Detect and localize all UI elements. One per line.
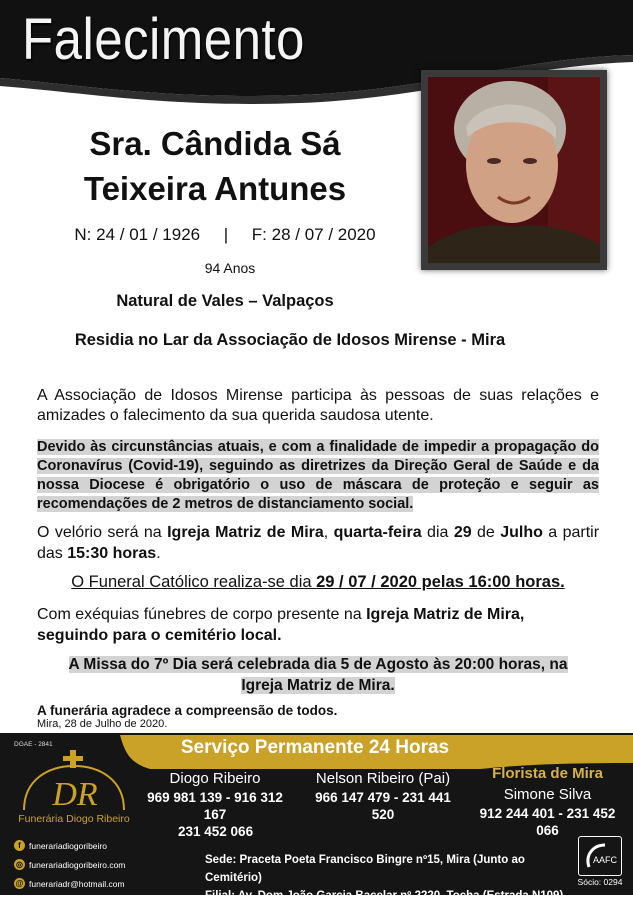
logo-caption: Funerária Diogo Ribeiro [18,813,130,825]
missa-line2: Igreja Matriz de Mira. [241,677,395,694]
social-list [14,836,125,893]
death-date: F: 28 / 07 / 2020 [251,225,376,244]
social-website[interactable] [14,855,125,874]
deceased-name-line1: Sra. Cândida Sá [89,125,341,162]
social-website-label: funerariadiogoribeiro.com [29,859,126,870]
logo-monogram: DR [52,776,98,813]
funeral-line [37,572,599,592]
aafc-logo-icon [583,841,617,871]
covid-notice [37,438,599,514]
deceased-name-line2: Teixeira Antunes [83,170,347,207]
velorio-paragraph [37,522,599,564]
portrait-photo [428,77,600,263]
velorio-weekday: quarta-feira [333,524,422,541]
contact-nelson [302,770,464,823]
funeral-datetime: 29 / 07 / 2020 pelas 16:00 horas. [316,573,565,591]
page-title: Falecimento [22,7,305,72]
residence: Residia no Lar da Associação de Idosos Mirense - Mira [74,331,506,349]
exequias-text: Com exéquias fúnebres de corpo presente na [37,606,367,623]
contact-name: Diogo Ribeiro [169,770,261,787]
contact-phones: 912 244 401 - 231 452 066 [479,806,616,838]
intro-paragraph: A Associação de Idosos Mirense participa às pessoas de suas relações e amizades o falecimento da sua querida saudosa utente. [37,387,599,424]
contact-name: Simone Silva [503,786,592,803]
social-email-label: funerariadr@hotmail.com [29,878,125,889]
contact-phones-2: 231 452 066 [178,824,254,839]
velorio-text: O velório será na [37,524,168,541]
velorio-place: Igreja Matriz de Mira [167,524,324,541]
thanks-line: A funerária agradece a compreensão de todos. [37,703,338,718]
birth-date: N: 24 / 01 / 1926 [74,225,201,244]
license-number: DGAE - 2841 [14,741,53,748]
age: 94 Anos [204,260,256,276]
aafc-logo-text: AAFC [593,855,617,865]
velorio-text: de [471,524,501,541]
email-icon: @ [15,879,24,888]
exequias-paragraph [37,604,599,646]
social-email[interactable] [14,874,125,893]
missa-line1: A Missa do 7º Dia será celebrada dia 5 de Agosto às 20:00 horas, na [68,656,568,673]
date-separator: | [223,225,229,244]
velorio-text: , [323,524,334,541]
velorio-text: dia [421,524,454,541]
covid-notice-text: Devido às circunstâncias atuais, e com a finalidade de impedir a propagação do Coronavírus (Covid-19), seguindo as diretrizes da Direção Geral de Saúde e da nossa Diocese é obrigatório o uso de máscara de proteção e seguir as recomendações de 2 metros de distanciamento social. [37,439,599,512]
place-date: Mira, 28 de Julho de 2020. [37,718,168,730]
funeral-text: O Funeral Católico realiza-se dia [71,573,317,591]
facebook-icon: f [14,840,25,851]
address-sede: Sede: Praceta Poeta Francisco Bingre nº15, Mira (Junto ao Cemitério) [205,854,525,884]
missa-notice [37,654,599,696]
contact-simone [470,786,625,839]
contact-diogo [135,770,295,840]
florista-title: Florista de Mira [492,765,603,782]
velorio-text: a partir das [37,524,600,562]
contact-phones: 969 981 139 - 916 312 167 [147,790,283,822]
birthplace: Natural de Vales – Valpaços [116,292,334,310]
exequias-text2: seguindo para o cemitério local. [37,627,282,644]
velorio-time: 15:30 horas [67,545,157,562]
service-banner: Serviço Permanente 24 Horas [180,737,450,758]
contact-name: Nelson Ribeiro (Pai) [315,770,451,787]
member-number: Sócio: 0294 [577,877,623,887]
social-facebook[interactable] [14,836,125,855]
address-block [205,851,565,905]
contact-phones: 966 147 479 - 231 441 520 [315,790,451,822]
address-filial: Filial: Av. Dom João Garcia Bacelar nº 2220, Tocha (Estrada N109) [205,890,564,902]
social-facebook-label: funerariadiogoribeiro [29,840,107,851]
velorio-text: . [156,545,161,562]
globe-icon: ◎ [14,859,25,870]
association-logo [578,836,622,876]
velorio-month: Julho [500,524,543,541]
birth-death-dates [40,225,410,245]
velorio-day: 29 [453,524,472,541]
exequias-place: Igreja Matriz de Mira, [366,606,525,623]
